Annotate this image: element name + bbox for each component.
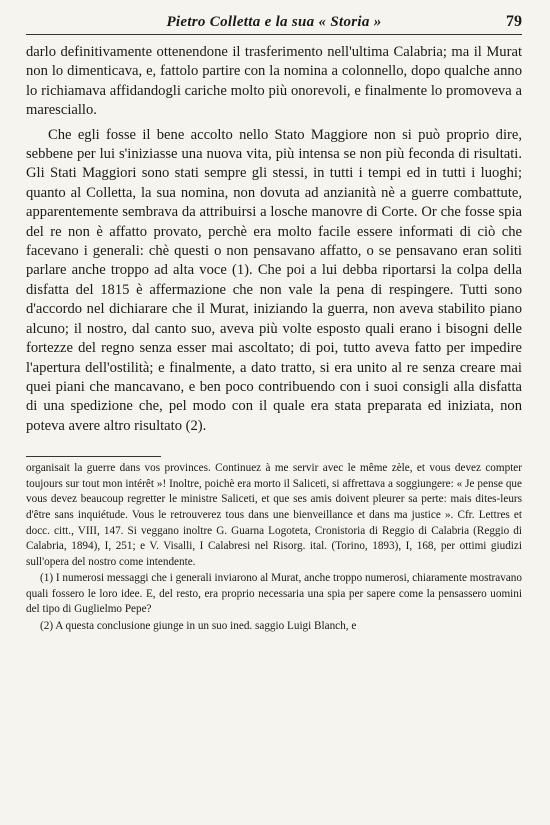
footnotes xyxy=(26,461,522,635)
footnote-2: (2) A questa conclusione giunge in un suo ined. saggio Luigi Blanch, e xyxy=(40,620,357,633)
body-text xyxy=(26,43,522,436)
footnote-continuation: organisait la guerre dans vos provinces. Continuez à me servir avec le même zèle, et vous devez compter toujours sur tout mon intérêt »! Inoltre, poichè era morto il Saliceti, si affrettava a soggiungere: « Je pense que vous devez beaucoup regretter le ministre Saliceti, et que ses amis doivent pleurer sa perte: mais dites-leurs d'être sans inquiétude. Vous le retrouverez tous dans une bienveillance et dans ma justice ». Cfr. Lettres et docc. citt., VIII, 147. Si veggano inoltre G. Guarna Logoteta, Cronistoria di Reggio di Calabria (Reggio di Calabria, 1894), I, 251; e V. Visalli, I Calabresi nel Risorg. ital. (Torino, 1893), I, 168, per ottimi giudizi sull'opera del nostro come intendente. xyxy=(26,462,522,568)
page-number: 79 xyxy=(506,13,522,30)
paragraph-main: Che egli fosse il bene accolto nello Stato Maggiore non si può proprio dire, sebbene per lui s'iniziasse una nuova vita, più intensa se non più feconda di risultati. Gli Stati Maggiori sono stati sempre gli stessi, in tutti i tempi ed in tutti i luoghi; quanto al Colletta, la sua nomina, non dovuta ad anzianità nè a guerre combattute, apparentemente sembrava da attribuirsi a losche manovre di Corte. Or che fosse spia del re non è affatto provato, perchè era molto facile essere informati di ciò che facevano i generali: chè questi o non pensavano affatto, o se pensavano eran soliti parlare anche troppo ad alta voce (1). Che poi a lui debba riportarsi la colpa della disfatta del 1815 è affermazione che non vale la pena di respingere. Tutti sono d'accordo nel dichiarare che il Murat, iniziando la guerra, non aveva stabilito piano alcuno; il nostro, dal canto suo, aveva più volte esposto quali erano i bisogni delle fortezze del regno senza esser mai ascoltato; di poi, tutto aveva fatto per impedire l'apertura dell'ostilità; e finalmente, a dato tratto, si era unito al re senza creare mai quei piani che mancavano, e ben poco contribuendo con i suoi consigli alla disfatta di una spedizione che, pel modo con il quale era stata preparata ed iniziata, non poteva avere altro risultato (2). xyxy=(26,126,522,434)
running-header xyxy=(26,12,522,35)
book-page xyxy=(26,12,522,817)
running-title: Pietro Colletta e la sua « Storia » xyxy=(166,14,382,30)
paragraph-continuation: darlo definitivamente ottenendone il trasferimento nell'ultima Calabria; ma il Murat non lo dimenticava, e, fattolo partire con la nomina a colonnello, dopo qualche anno lo richiamava affidandogli cariche molto più onorevoli, e finalmente lo promoveva a maresciallo. xyxy=(26,44,522,119)
footnote-1: (1) I numerosi messaggi che i generali inviarono al Murat, anche troppo numerosi, chiaramente mostravano quali fossero le loro idee. E, del resto, era proprio necessaria una spia per sapere come la pensassero uomini del tipo di Guglielmo Pepe? xyxy=(26,572,522,616)
footnote-separator xyxy=(26,456,161,457)
